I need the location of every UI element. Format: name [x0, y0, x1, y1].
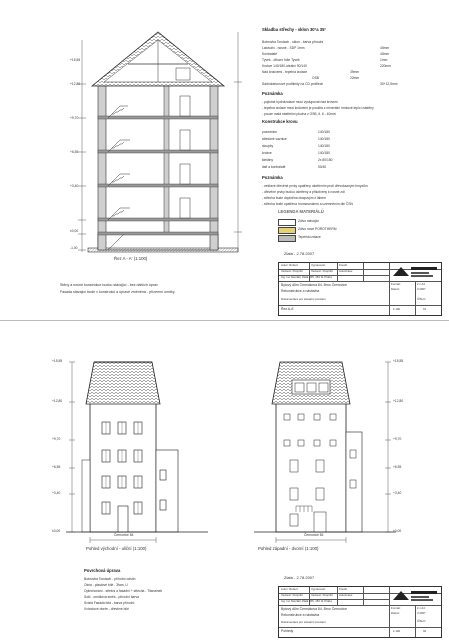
west-dimension: Černovice 84	[304, 533, 324, 537]
elev-section-2: +12,80	[70, 82, 81, 86]
logo-1	[391, 264, 439, 279]
structure-1-value: 140/180	[318, 130, 330, 134]
legend-label-existing: Zdivo stávající	[298, 219, 320, 223]
tb1-client: Ing. Ivo Navrátil, Zlatá 335, 153 11 Praha	[281, 275, 332, 279]
elev-section-3: +9,70	[70, 116, 79, 120]
elev-west-2: +12,80	[393, 399, 404, 403]
material-3: Oplechování - střešní a fasádní + střecha - Titanzinek	[84, 589, 163, 593]
roof-layer-6: Nad krokvemi - tepelná izolace	[262, 70, 308, 74]
elev-section-4: +6,55	[70, 150, 79, 154]
note-1: - pojistná hydroizolace musí vystupovat nad krovem	[262, 100, 338, 104]
elev-east-1: +15,55	[52, 359, 63, 363]
elev-east-3: +9,70	[52, 437, 61, 441]
tb1-author: Autor: Robert	[281, 263, 298, 267]
roof-heading: Skladba střechy - sklon 30°a 35°	[262, 27, 327, 32]
legend-swatch-existing	[278, 219, 296, 226]
tb2-author: Autor: Robert	[281, 587, 298, 591]
elev-east-4: +6,55	[52, 465, 61, 469]
material-6: Vchodové dveře - dřevěné bílé	[84, 607, 129, 611]
material-1: Bobrovka Tondach - přírodní odstín	[84, 577, 136, 581]
legend-label-insulation: Tepelná izolace	[298, 235, 321, 239]
structure-2-value: 140/180	[318, 137, 330, 141]
roof-layer-3: Kontralatě	[262, 52, 278, 56]
tb1-authorization: Autorizace:	[339, 269, 353, 273]
logo-2	[391, 588, 439, 603]
elev-west-6: ±0,00	[393, 529, 402, 533]
notes-heading: Poznámka	[262, 91, 283, 96]
tb1-subtitle: Rekonstrukce a nástavba	[281, 289, 320, 293]
legend-label-new: Zdivo nové POROTHERM	[298, 227, 337, 231]
note2-1: - veškeré dřevěné prvky opatřeny ošetřením proti dřevokazným hmyzům	[262, 184, 368, 188]
tb2-prepared: Vypracoval:	[311, 587, 326, 591]
roof-layer-4: Tyvek - difuzní fólie Tyvek	[262, 58, 300, 62]
material-4: Sokl - omítková směs - přírodní barva	[84, 595, 139, 599]
tb2-project: Bytový dům Čermákova 84, Brno Černovice	[281, 607, 347, 611]
notes2-heading: Poznámka	[262, 175, 283, 180]
roof-layer-7-value: 22mm	[350, 76, 360, 80]
structure-2: středové vaznice	[262, 137, 287, 141]
date-location-1: Zlatá - 2.78.2007	[284, 251, 315, 256]
tb1-drawn: Kreslil:	[339, 263, 348, 267]
tb1-drawing: Řez A-A'	[281, 307, 295, 311]
tb2-subtitle: Rekonstrukce a nástavba	[281, 613, 320, 617]
tb1-number: ČÍSLO	[417, 297, 426, 301]
structure-5-value: 2x 80/180	[318, 158, 333, 162]
tb1-format: 2 x A4	[417, 282, 425, 286]
tb2-scale: 1:100	[393, 629, 400, 633]
title-block-2	[278, 586, 442, 638]
drawing-sheet-2	[0, 322, 449, 640]
east-caption: Pohled východní - uliční (1:100)	[86, 546, 147, 551]
tb2-stage: Dokumentace pro stavební povolení	[281, 620, 326, 624]
elev-section-6: ±0,00	[70, 229, 79, 233]
east-dimension: Černovice 84	[114, 533, 134, 537]
structure-4: krokve	[262, 151, 272, 155]
material-2: Okna - plastové bílé - 3fam, U	[84, 583, 128, 587]
tb2-sheet: 02	[423, 629, 427, 633]
structure-4-value: 140/180	[318, 151, 330, 155]
roof-layer-3-value: 40mm	[380, 52, 390, 56]
elev-west-1: +15,55	[393, 359, 404, 363]
tb2-date-label: Datum:	[391, 611, 401, 615]
title-block-1	[278, 262, 442, 316]
structure-3-value: 140/180	[318, 144, 330, 148]
tb1-scale: 1:100	[393, 307, 400, 311]
roof-layer-2-value: 40mm	[380, 46, 390, 50]
note-3: - pouze malá nástřešní plocha z OSB, tl. 6 - 40mm	[262, 112, 336, 116]
tb1-supervisor-2: Vedoucí: Pospíšil	[311, 269, 333, 273]
elev-east-6: ±0,00	[52, 529, 61, 533]
roof-layer-6-value: 39mm	[350, 70, 360, 74]
elev-section-1: +15,55	[70, 58, 81, 62]
tb2-client: Ing. Ivo Navrátil, Zlatá 335, 153 11 Praha	[281, 599, 332, 603]
structure-3: sloupky	[262, 144, 274, 148]
elev-section-7: -1,00	[70, 246, 78, 250]
section-drawing	[68, 20, 258, 280]
elev-west-3: +9,70	[393, 437, 402, 441]
structure-6: latě a kontralatě	[262, 165, 286, 169]
tb2-date: 3.2007	[417, 611, 426, 615]
date-location-2: Zlatá - 2.78.2007	[284, 575, 315, 580]
note2-2: - dřevěné prvky budou ošetřeny a přikotveny k nosné zdi	[262, 190, 345, 194]
legend-swatch-insulation	[278, 235, 296, 242]
note2-3: - střecha bude doplněna okapovým ž lábem	[262, 196, 326, 200]
tb2-authorization: Autorizace:	[339, 593, 353, 597]
tb1-stage: Dokumentace pro stavební povolení	[281, 297, 326, 301]
tb1-sheet: 01	[423, 307, 427, 311]
materials-heading: Povrchová úprava	[84, 568, 121, 573]
tb2-drawing: Pohledy	[281, 629, 294, 633]
tb1-project: Bytový dům Čermákova 84, Brno Černovice	[281, 283, 347, 287]
structures-heading: Konstrukce krovu	[262, 119, 298, 124]
elev-east-5: +3,40	[52, 491, 61, 495]
tb2-format-label: Formát:	[391, 606, 401, 610]
structure-1: pozednice	[262, 130, 278, 134]
elev-east-2: +12,80	[52, 399, 63, 403]
tb1-format-label: Formát:	[391, 282, 401, 286]
tb1-supervisor: Vedoucí: Pospíšil	[281, 269, 303, 273]
roof-layer-1: Bobrovka Tondach - sklon - barva přírodní	[262, 40, 324, 44]
roof-layer-7: OSB	[312, 76, 319, 80]
structure-5: kleštiny	[262, 158, 273, 162]
tb2-supervisor: Vedoucí: Pospíšil	[281, 593, 303, 597]
tb1-date: 3.2007	[417, 287, 426, 291]
section-caption: Řez A - A' (1:100)	[114, 256, 148, 261]
sheet-divider	[0, 320, 449, 321]
structure-6-value: 50/40	[318, 165, 327, 169]
tb2-supervisor-2: Vedoucí: Pospíšil	[311, 593, 333, 597]
bottom-note-1: Stěny a nosné konstrukce budou stávající - bez dalších úprav	[60, 283, 158, 287]
roof-layer-8: Sádrokartonové podhledy na CD profilech	[262, 82, 324, 86]
note-2: - tepelná izolace mezi krokvemi je použita z minerální hrnkové lepící zástěny	[262, 106, 374, 110]
elev-section-5: +3,40	[70, 184, 79, 188]
roof-layer-5: Krokve 140/180-ideální 90/140	[262, 64, 307, 68]
elev-west-4: +6,55	[393, 465, 402, 469]
west-elevation	[250, 340, 400, 550]
note2-4: - střecha bude opatřena hromosvodem a uzemněním dle ČSN	[262, 202, 353, 206]
legend-heading: LEGENDA MATERIÁLŮ	[278, 209, 324, 214]
roof-layer-5-value: 220mm	[380, 64, 391, 68]
material-5: Svislá Fasáda bílá - barva přírodní	[84, 601, 135, 605]
bottom-note-2: Fasáda stávající bude v konstrukci a úpravě změněna - přízemní omítky	[60, 290, 175, 294]
tb2-format: 2 x A4	[417, 606, 425, 610]
elev-west-5: +3,40	[393, 491, 402, 495]
roof-layer-2: Latování - nosné - SDP 1mm	[262, 46, 305, 50]
legend-swatch-new	[278, 227, 296, 234]
roof-layer-8-value: 30+12,5mm	[380, 82, 398, 86]
west-caption: Pohled západní - dvorní (1:100)	[258, 546, 319, 551]
tb1-prepared: Vypracoval:	[311, 263, 326, 267]
east-elevation	[62, 340, 212, 550]
tb2-drawn: Kreslil:	[339, 587, 348, 591]
tb2-number: ČÍSLO	[417, 619, 426, 623]
roof-layer-4-value: 1mm	[380, 58, 388, 62]
tb1-date-label: Datum:	[391, 287, 401, 291]
